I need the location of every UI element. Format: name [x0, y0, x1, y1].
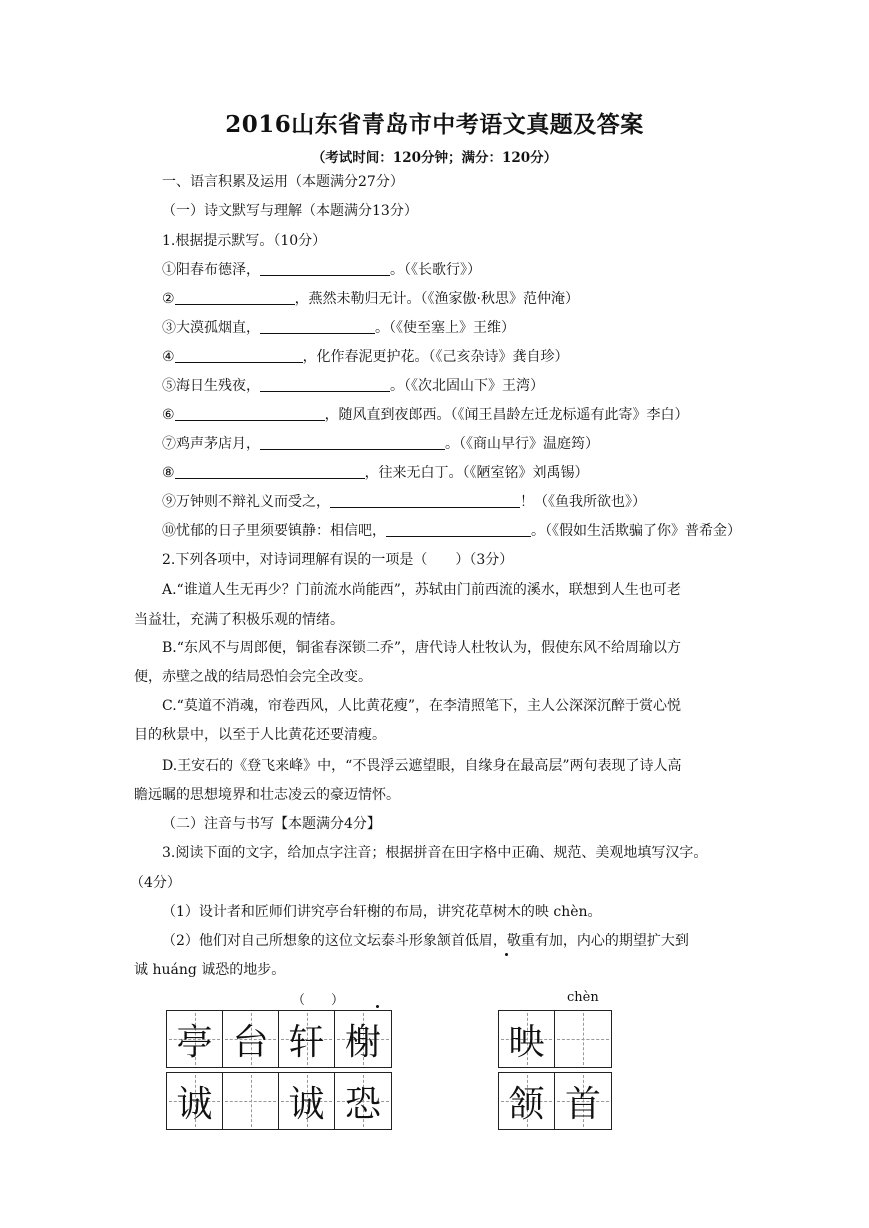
dictation-item: ⑥ ，随风直到夜郎西。（《闻王昌龄左迁龙标遥有此寄》李白）: [162, 407, 689, 423]
answer-blank[interactable]: [175, 405, 325, 421]
answer-blank[interactable]: [260, 260, 390, 276]
tianzige-grid: [166, 1072, 392, 1130]
section-heading: 一、语言积累及运用（本题满分27分）: [162, 174, 404, 190]
emphasis-dot: [505, 953, 508, 956]
option-c-cont: 目的秋景中，以至于人比黄花还要清瘦。: [134, 727, 386, 743]
part-heading: （一）诗文默写与理解（本题满分13分）: [162, 203, 418, 219]
question-3-cont: （4分）: [130, 875, 181, 891]
grid-cell[interactable]: 台: [223, 1011, 279, 1067]
option-a-cont: 当益壮，充满了积极乐观的情绪。: [134, 612, 344, 628]
grid-cell[interactable]: [555, 1011, 611, 1067]
option-b-cont: 便，赤壁之战的结局恐怕会完全改变。: [134, 669, 372, 685]
dictation-item: ⑨万钟则不辩礼义而受之， ！（《鱼我所欲也》）: [162, 494, 646, 510]
option-b: B.“东风不与周郎便，铜雀春深锁二乔”，唐代诗人杜牧认为，假使东风不给周瑜以方: [162, 640, 682, 656]
exam-info: （考试时间：120分钟；满分：120分）: [311, 150, 558, 166]
grid-cell[interactable]: 轩: [279, 1011, 335, 1067]
pinyin-label: chèn: [567, 990, 599, 1005]
dictation-item: ⑤海日生残夜， 。（《次北固山下》王湾）: [162, 378, 544, 394]
grid-cell[interactable]: 亭: [167, 1011, 223, 1067]
tianzige-grid: [498, 1010, 612, 1068]
option-c: C.“莫道不消魂，帘卷西风，人比黄花瘦”，在李清照笔下，主人公深深沉醉于赏心悦: [162, 698, 681, 714]
answer-blank[interactable]: [330, 492, 520, 508]
grid-cell[interactable]: 榭: [335, 1011, 391, 1067]
question-3: 3.阅读下面的文字，给加点字注音；根据拼音在田字格中正确、规范、美观地填写汉字。: [162, 845, 708, 861]
dictation-item: ② ，燕然未勒归无计。（《渔家傲·秋思》范仲淹）: [162, 291, 580, 307]
dictation-item: ⑦鸡声茅店月， 。（《商山早行》温庭筠）: [162, 436, 599, 452]
grid-cell[interactable]: 颔: [499, 1073, 555, 1129]
answer-blank[interactable]: [260, 434, 445, 450]
tianzige-grid: [498, 1072, 612, 1130]
part-heading: （二）注音与书写【本题满分4分】: [162, 816, 381, 832]
emphasis-dot: [376, 1005, 379, 1008]
dictation-item: ①阳春布德泽， 。（《长歌行》）: [162, 262, 481, 278]
grid-cell[interactable]: [223, 1073, 279, 1129]
answer-blank[interactable]: [260, 376, 390, 392]
pinyin-answer-label: （ ）: [292, 993, 345, 1008]
grid-cell[interactable]: 映: [499, 1011, 555, 1067]
grid-cell[interactable]: 首: [555, 1073, 611, 1129]
answer-blank[interactable]: [386, 521, 531, 537]
dictation-item: ③大漠孤烟直， 。（《使至塞上》王维）: [162, 320, 515, 336]
tianzige-grid: [166, 1010, 392, 1068]
grid-cell[interactable]: 诚: [167, 1073, 223, 1129]
option-d: D.王安石的《登飞来峰》中，“不畏浮云遮望眼，自缘身在最高层”两句表现了诗人高: [162, 758, 682, 774]
answer-blank[interactable]: [260, 318, 375, 334]
sentence-2-cont: 诚 huáng 诚恐的地步。: [134, 962, 286, 978]
answer-blank[interactable]: [175, 463, 365, 479]
grid-cell[interactable]: 诚: [279, 1073, 335, 1129]
dictation-item: ④ ，化作春泥更护花。（《己亥杂诗》龚自珍）: [162, 349, 569, 365]
sentence-1: （1）设计者和匠师们讲究亭台轩榭的布局，讲究花草树木的映 chèn。: [162, 904, 602, 920]
dictation-item: ⑧ ，往来无白丁。（《陋室铭》刘禹锡）: [162, 465, 589, 481]
question-1: 1.根据提示默写。（10分）: [162, 233, 327, 249]
answer-blank[interactable]: [175, 347, 303, 363]
option-a: A.“谁道人生无再少？门前流水尚能西”，苏轼由门前西流的溪水，联想到人生也可老: [162, 582, 681, 598]
grid-cell[interactable]: 恐: [335, 1073, 391, 1129]
option-d-cont: 瞻远瞩的思想境界和壮志凌云的豪迈情怀。: [134, 787, 400, 803]
page-title: 2016山东省青岛市中考语文真题及答案: [225, 111, 644, 138]
dictation-item: ⑩忧郁的日子里须要镇静：相信吧， 。（《假如生活欺骗了你》普希金）: [162, 523, 741, 539]
sentence-2: （2）他们对自己所想象的这位文坛泰斗形象颔首低眉，敬重有加，内心的期望扩大到: [162, 933, 689, 949]
question-2: 2.下列各项中，对诗词理解有误的一项是（ ）（3分）: [162, 552, 514, 568]
answer-blank[interactable]: [175, 289, 295, 305]
